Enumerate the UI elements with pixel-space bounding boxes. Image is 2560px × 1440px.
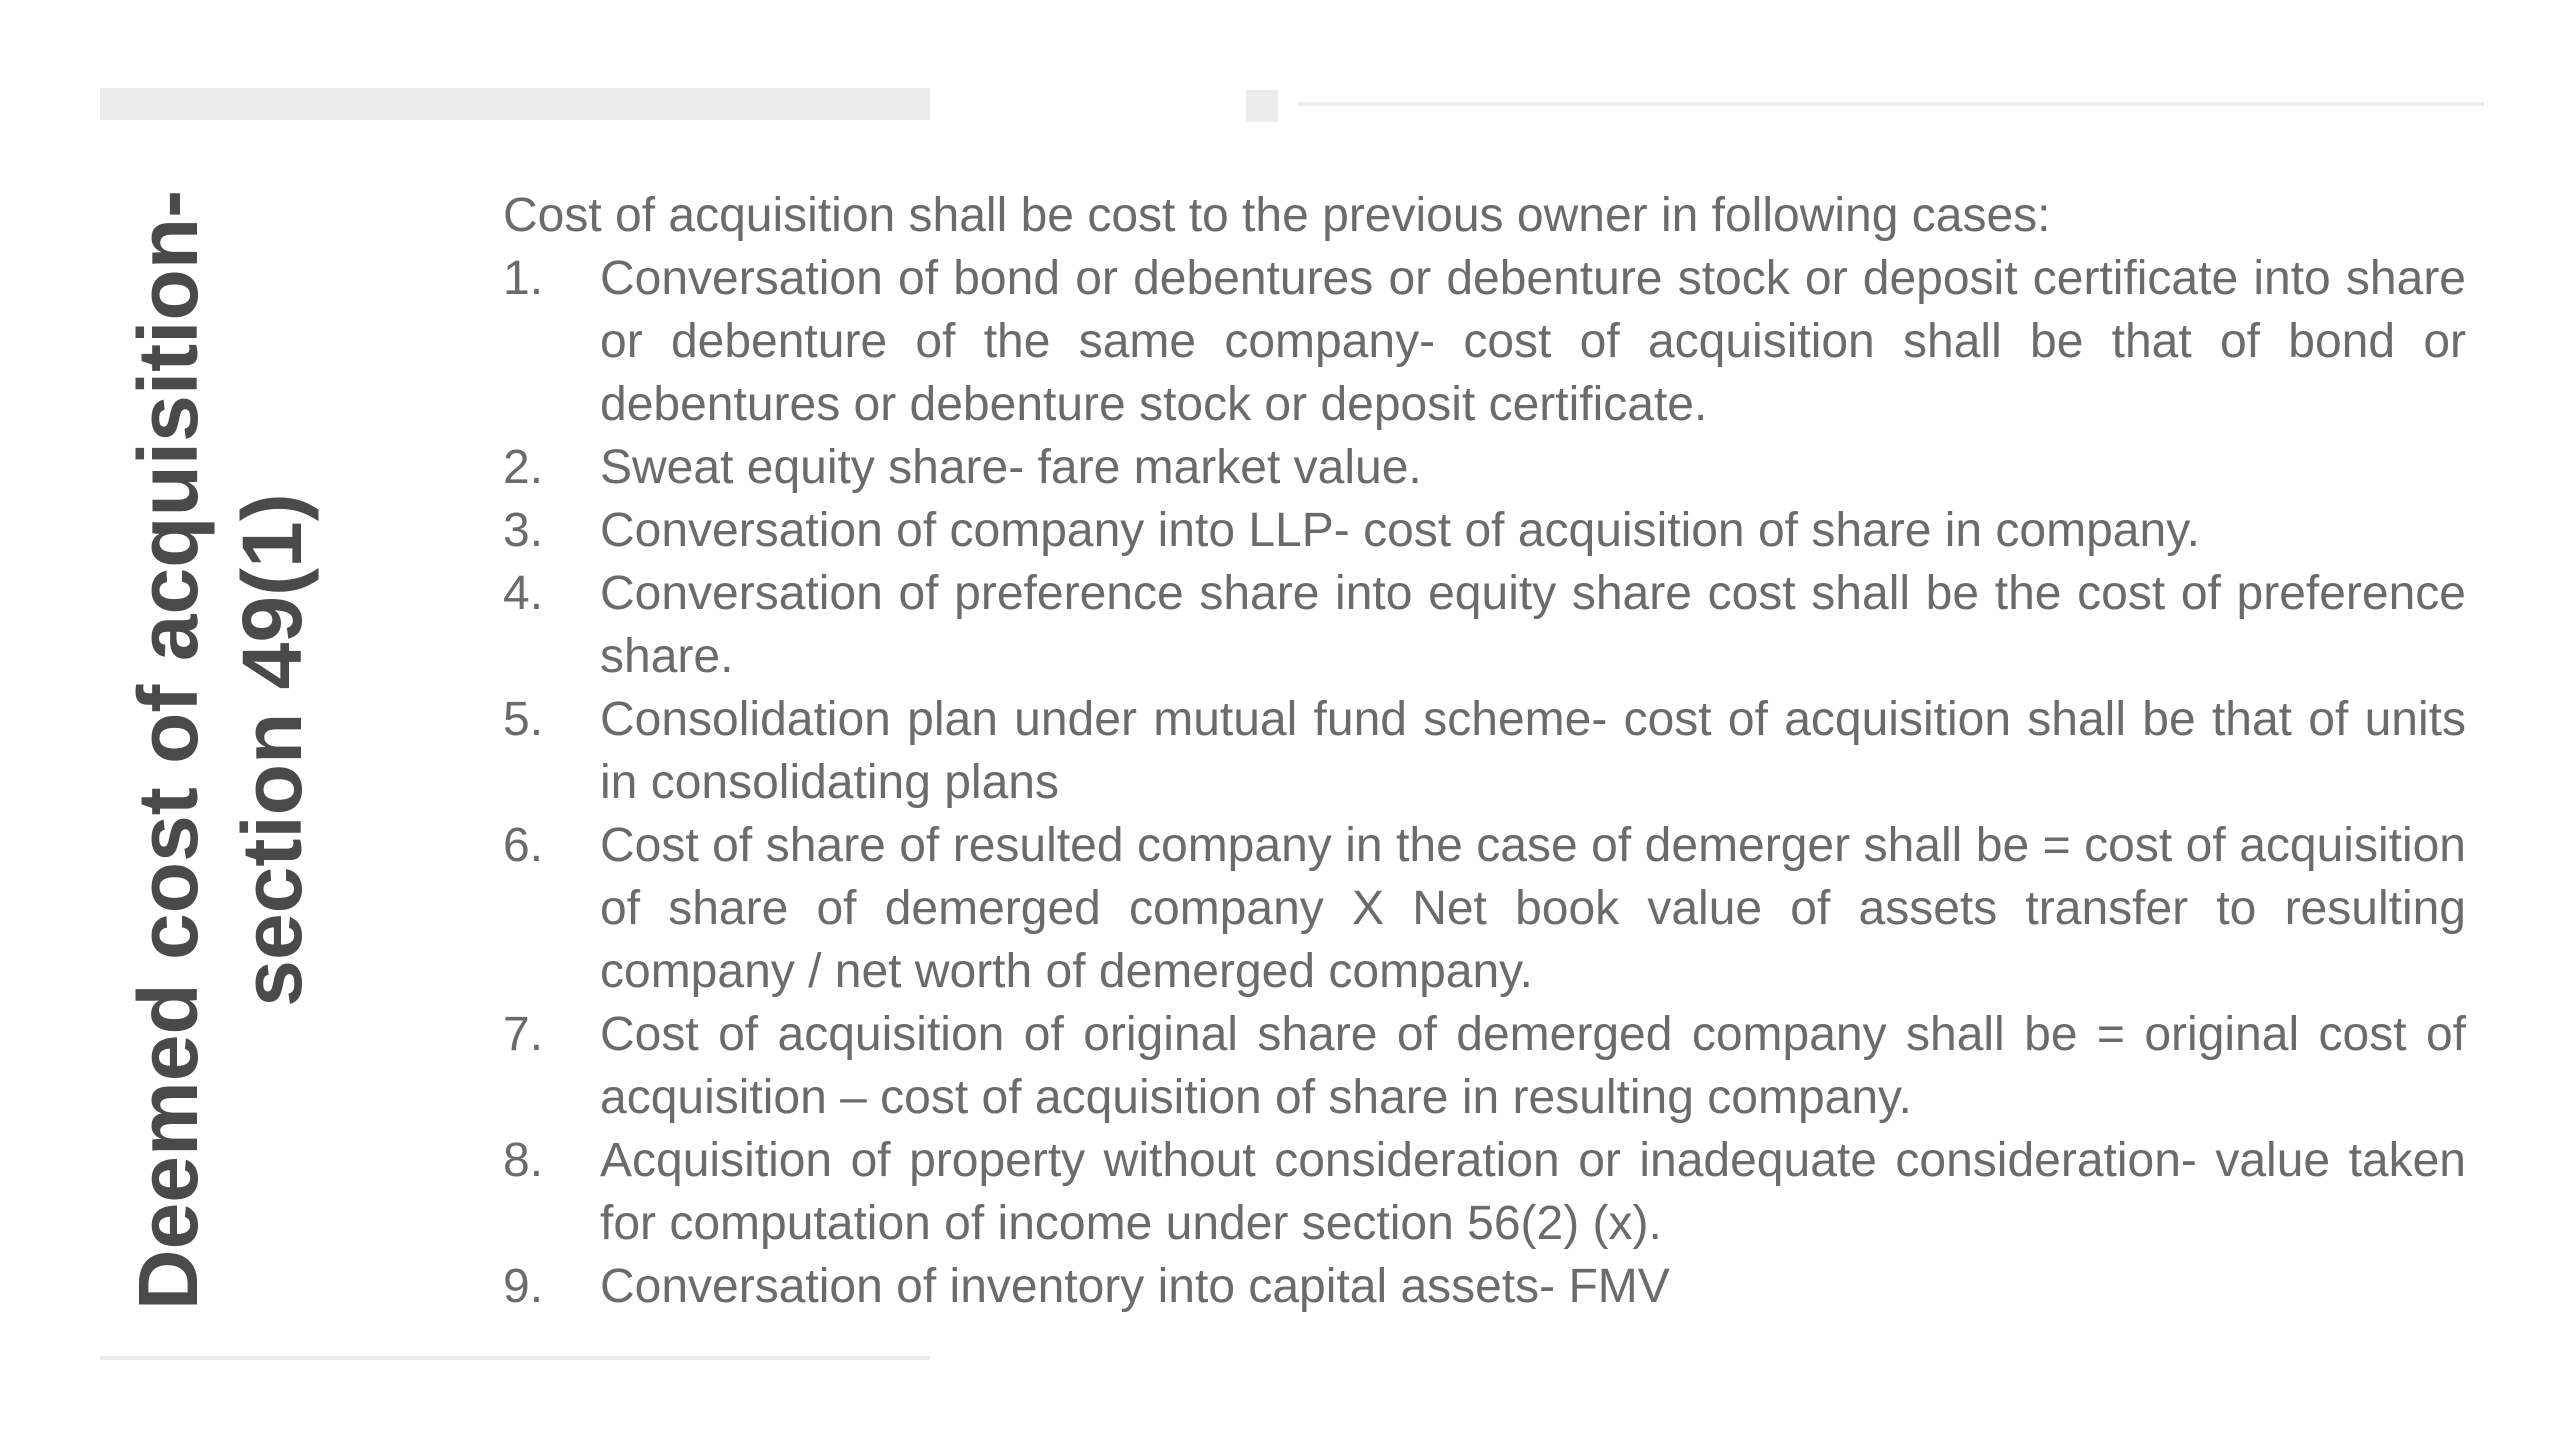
list-item-text: Cost of share of resulted company in the case of demerger shall be = cost of acquisition of share of demerged company X Net book value of assets transfer to resulting company / net worth of demerged company. <box>600 819 2466 998</box>
list-item-number: 8. <box>503 1134 544 1187</box>
list-item-number: 4. <box>503 567 544 620</box>
list-item-text: Conversation of inventory into capital assets- FMV <box>600 1260 1670 1313</box>
list-item-number: 1. <box>503 252 544 305</box>
decorative-bar-top-left <box>100 88 930 120</box>
list-item-number: 6. <box>503 819 544 872</box>
list-item-text: Conversation of company into LLP- cost of acquisition of share in company. <box>600 504 2200 557</box>
list-item-number: 9. <box>503 1260 544 1313</box>
slide-title-line-2: section 49(1) <box>225 493 319 1007</box>
list-item-text: Cost of acquisition of original share of demerged company shall be = original cost of acquisition – cost of acquisition of share in resulting company. <box>600 1008 2466 1124</box>
list-item-text: Consolidation plan under mutual fund scheme- cost of acquisition shall be that of units in consolidating plans <box>600 693 2466 809</box>
list-item-text: Acquisition of property without consideration or inadequate consideration- value taken for computation of income under section 56(2) (x). <box>600 1134 2466 1250</box>
list-item <box>503 1255 2466 1318</box>
decorative-line-top-right <box>1298 102 2484 106</box>
decorative-square <box>1246 90 1278 122</box>
slide-content <box>503 184 2466 1318</box>
list-item <box>503 247 2466 436</box>
list-item-text: Conversation of bond or debentures or debenture stock or deposit certificate into share or debenture of the same company- cost of acquisition shall be that of bond or debentures or debenture stock or deposit certificate. <box>600 252 2466 431</box>
list-item-text: Conversation of preference share into equity share cost shall be the cost of preference share. <box>600 567 2466 683</box>
list-item-number: 2. <box>503 441 544 494</box>
intro-text: Cost of acquisition shall be cost to the previous owner in following cases: <box>503 189 2051 242</box>
list-item <box>503 688 2466 814</box>
list-item <box>503 436 2466 499</box>
list-item <box>503 814 2466 1003</box>
cases-list <box>503 247 2466 1318</box>
list-item-number: 5. <box>503 693 544 746</box>
list-item-text: Sweat equity share- fare market value. <box>600 441 1422 494</box>
list-item <box>503 1129 2466 1255</box>
list-item <box>503 1003 2466 1129</box>
slide-title-line-1: Deemed cost of acquisition- <box>121 189 215 1311</box>
list-item <box>503 499 2466 562</box>
list-item <box>503 562 2466 688</box>
list-item-number: 7. <box>503 1008 544 1061</box>
list-item-number: 3. <box>503 504 544 557</box>
slide-title <box>116 170 324 1330</box>
slide-title-container <box>110 170 330 1330</box>
decorative-line-bottom-left <box>100 1356 930 1360</box>
